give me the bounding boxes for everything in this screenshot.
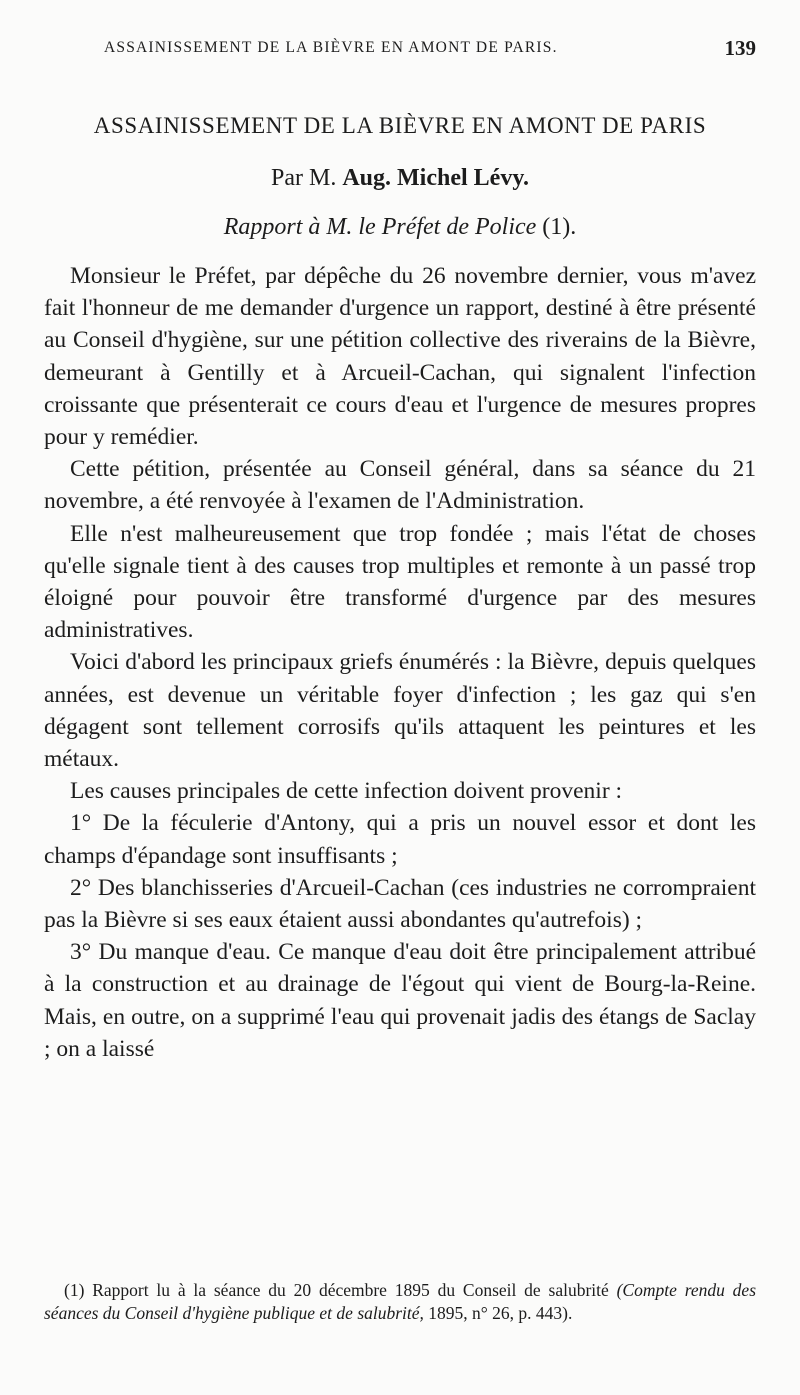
paragraph-8: 3° Du manque d'eau. Ce manque d'eau doit être principalement attribué à la construction et au drainage de l'égout qui vient de Bourg-la-Reine. Mais, en outre, on a supprimé l'eau qui provenait jadis des étangs de Saclay ; on a laissé xyxy=(44,939,756,1062)
byline-prefix: Par M. xyxy=(271,165,337,191)
running-head-title: ASSAINISSEMENT DE LA BIÈVRE EN AMONT DE PARIS. xyxy=(104,39,558,56)
running-head xyxy=(104,36,756,60)
article-subtitle xyxy=(44,214,756,241)
footnote-reference: (1). xyxy=(542,214,577,240)
body-text xyxy=(44,260,756,1065)
subtitle-text: Rapport à M. le Préfet de Police xyxy=(223,214,537,240)
page-number: 139 xyxy=(724,36,756,60)
paragraph-1: Monsieur le Préfet, par dépêche du 26 novembre dernier, vous m'avez fait l'honneur de me demander d'urgence un rapport, destiné à être présenté au Conseil d'hygiène, sur une pétition collective des riverains de la Bièvre, demeurant à Gentilly et à Arcueil-Cachan, qui signalent l'infection croissante que présenterait ce cours d'eau et l'urgence de mesures propres pour y remédier. xyxy=(44,263,756,451)
footnote-source: (Compte rendu des séances du Conseil d'hygiène publique et de salubrité, xyxy=(44,1280,757,1323)
article-title: ASSAINISSEMENT DE LA BIÈVRE EN AMONT DE PARIS xyxy=(93,113,707,138)
footnote-ref: 1895, n° 26, p. 443). xyxy=(428,1303,573,1323)
footnote-text: (1) Rapport lu à la séance du 20 décembre 1895 du Conseil de salubrité xyxy=(64,1280,609,1300)
paragraph-7: 2° Des blanchisseries d'Arcueil-Cachan (ces industries ne corrompraient pas la Bièvre si ses eaux étaient aussi abondantes qu'autrefois) ; xyxy=(44,874,756,934)
paragraph-6: 1° De la féculerie d'Antony, qui a pris un nouvel essor et dont les champs d'épandage sont insuffisants ; xyxy=(44,810,756,869)
paragraph-5: Les causes principales de cette infection doivent provenir : xyxy=(70,778,623,805)
footnote xyxy=(44,1279,756,1325)
paragraph-4: Voici d'abord les principaux griefs énumérés : la Bièvre, depuis quelques années, est devenue un véritable foyer d'infection ; les gaz qui s'en dégagent sont tellement corrosifs qu'ils attaquent les peintures et les métaux. xyxy=(44,649,756,773)
author-name: Aug. Michel Lévy. xyxy=(342,165,529,191)
byline xyxy=(44,165,756,192)
paragraph-3: Elle n'est malheureusement que trop fondée ; mais l'état de choses qu'elle signale tient à des causes trop multiples et remonte à un passé trop éloigné pour pouvoir être transformé d'urgence par des mesures administratives. xyxy=(44,520,756,644)
paragraph-2: Cette pétition, présentée au Conseil général, dans sa séance du 21 novembre, a été renvoyée à l'examen de l'Administration. xyxy=(44,456,756,515)
